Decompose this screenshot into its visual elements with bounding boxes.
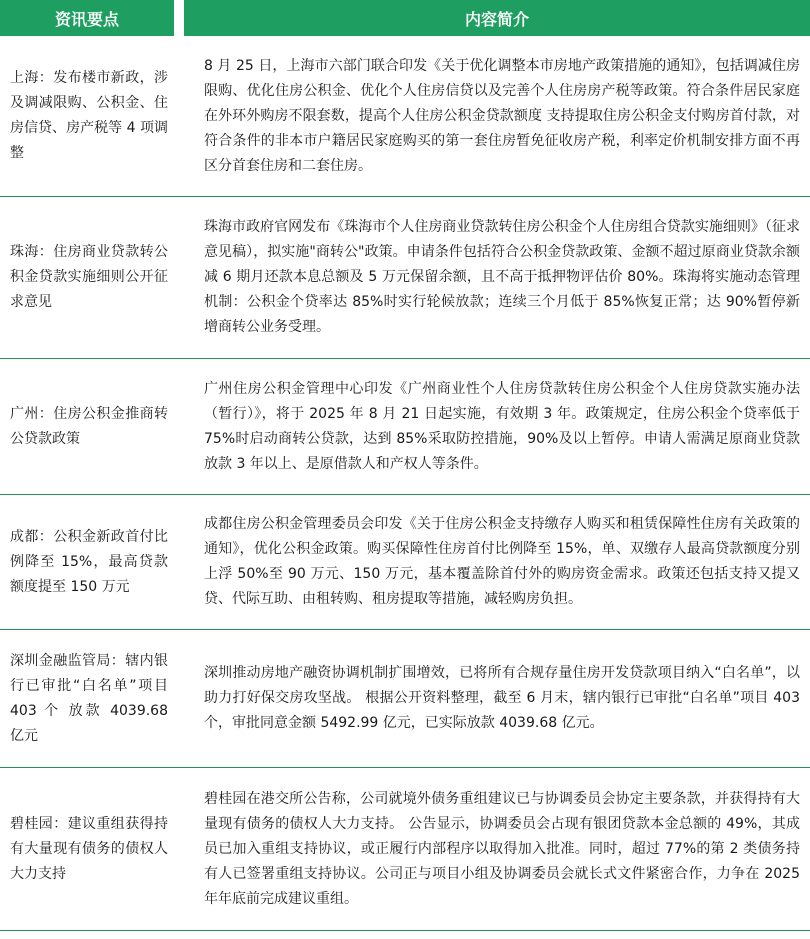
row-desc: 深圳推动房地产融资协调机制扩围增效，已将所有合规存量住房开发贷款项目纳入“白名单”，以助力打好保交房攻坚战。 根据公开资料整理，截至 6 月末，辖内银行已审批“白名单”项目 403 个，审批同意金额 5492.99 亿元，已实际放款 4039.68 亿元。	[184, 630, 810, 768]
table-row	[0, 630, 810, 768]
header-gap	[174, 0, 184, 36]
row-key: 碧桂园：建议重组获得持有大量现有债务的债权人大力支持	[0, 768, 174, 931]
row-gap	[174, 630, 184, 768]
table-row	[0, 359, 810, 495]
table-header-row	[0, 0, 810, 36]
row-key: 上海：发布楼市新政，涉及调减限购、公积金、住房信贷、房产税等 4 项调整	[0, 36, 174, 197]
table-row	[0, 495, 810, 630]
row-desc: 珠海市政府官网发布《珠海市个人住房商业贷款转住房公积金个人住房组合贷款实施细则》（征求意见稿），拟实施"商转公"政策。申请条件包括符合公积金贷款政策、金额不超过原商业贷款余额减 6 期月还款本息总额及 5 万元保留余额，且不高于抵押物评估价 80%。珠海将实施动态管理机制：公积金个贷率达 85%时实行轮候放款；连续三个月低于 85%恢复正常；达 90%暂停新增商转公业务受理。	[184, 197, 810, 359]
header-key: 资讯要点	[0, 0, 174, 36]
row-gap	[174, 36, 184, 197]
header-desc: 内容简介	[184, 0, 810, 36]
table-row	[0, 197, 810, 359]
row-gap	[174, 359, 184, 495]
row-key: 珠海：住房商业贷款转公积金贷款实施细则公开征求意见	[0, 197, 174, 359]
row-gap	[174, 768, 184, 931]
row-desc: 广州住房公积金管理中心印发《广州商业性个人住房贷款转住房公积金个人住房贷款实施办法（暂行）》，将于 2025 年 8 月 21 日起实施，有效期 3 年。政策规定，住房公积金个贷率低于 75%时启动商转公贷款，达到 85%采取防控措施，90%及以上暂停。申请人需满足原商业贷款放款 3 年以上、是原借款人和产权人等条件。	[184, 359, 810, 495]
row-key: 成都：公积金新政首付比例降至 15%，最高贷款额度提至 150 万元	[0, 495, 174, 630]
row-desc: 8 月 25 日，上海市六部门联合印发《关于优化调整本市房地产政策措施的通知》，包括调减住房限购、优化住房公积金、优化个人住房信贷以及完善个人住房房产税等政策。符合条件居民家庭在外环外购房不限套数，提高个人住房公积金贷款额度 支持提取住房公积金支付购房首付款，对符合条件的非本市户籍居民家庭购买的第一套住房暂免征收房产税，利率定价机制安排方面不再区分首套住房和二套住房。	[184, 36, 810, 197]
table-row	[0, 36, 810, 197]
row-key: 深圳金融监管局：辖内银行已审批“白名单”项目 403 个 放款 4039.68 亿元	[0, 630, 174, 768]
row-gap	[174, 197, 184, 359]
row-desc: 成都住房公积金管理委员会印发《关于住房公积金支持缴存人购买和租赁保障性住房有关政策的通知》，优化公积金政策。购买保障性住房首付比例降至 15%，单、双缴存人最高贷款额度分别上浮 50%至 90 万元、150 万元，基本覆盖除首付外的购房资金需求。政策还包括支持又提又贷、代际互助、由租转购、租房提取等措施，减轻购房负担。	[184, 495, 810, 630]
row-key: 广州：住房公积金推商转公贷款政策	[0, 359, 174, 495]
row-gap	[174, 495, 184, 630]
table-row	[0, 768, 810, 931]
row-desc: 碧桂园在港交所公告称，公司就境外债务重组建议已与协调委员会协定主要条款，并获得持有大量现有债务的债权人大力支持。 公告显示，协调委员会占现有银团贷款本金总额的 49%，其成员已加入重组支持协议，或正履行内部程序以取得加入批准。同时，超过 77%的第 2 类债务持有人已签署重组支持协议。公司正与项目小组及协调委员会就长式文件紧密合作，力争在 2025 年年底前完成建议重组。	[184, 768, 810, 931]
